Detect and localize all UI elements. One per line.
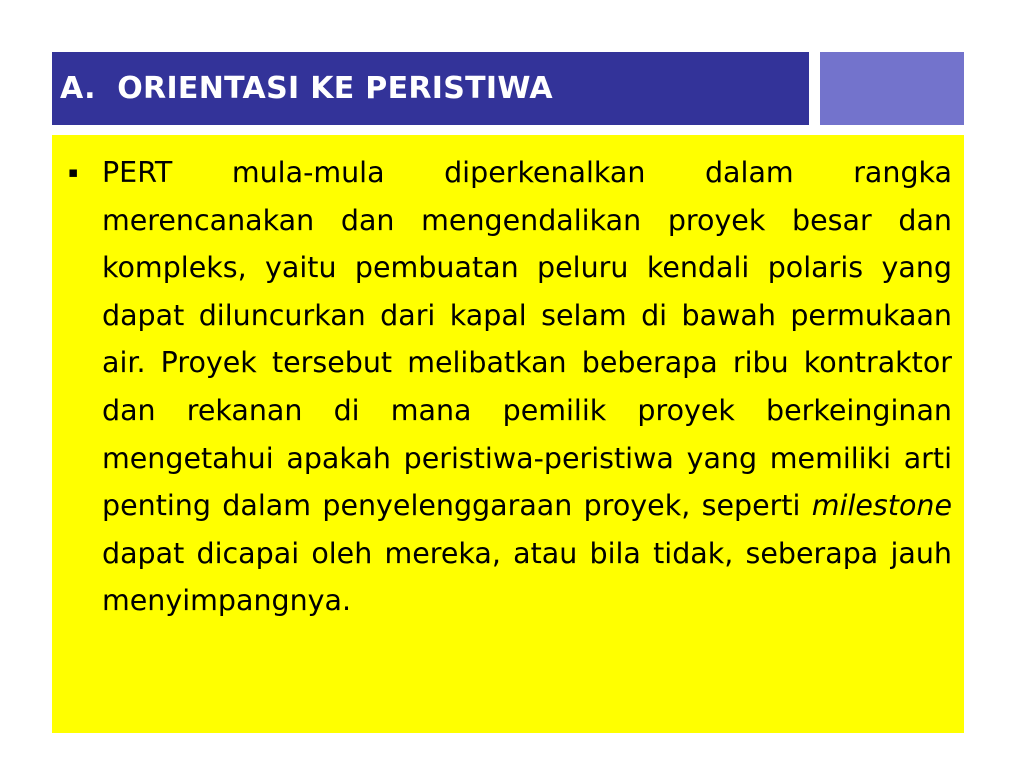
bullet-text-part-2: dapat dicapai oleh mereka, atau bila tidak, seberapa jauh menyimpangnya.: [102, 536, 952, 618]
bullet-text-part-1: PERT mula-mula diperkenalkan dalam rangka merencanakan dan mengendalikan proyek besar dan kompleks, yaitu pembuatan peluru kendali polaris yang dapat diluncurkan dari kapal selam di bawah permukaan air. Proyek tersebut melibatkan beberapa ribu kontraktor dan rekanan di mana pemilik proyek berkeinginan mengetahui apakah peristiwa-peristiwa yang memiliki arti penting dalam penyelenggaraan proyek, seperti: [102, 156, 952, 523]
bullet-item: [68, 149, 952, 625]
content-box: [52, 135, 964, 733]
title-accent-box: [820, 52, 964, 125]
bullet-emphasis: milestone: [811, 489, 952, 523]
bullet-paragraph: [102, 149, 952, 625]
slide-title: A. ORIENTASI KE PERISTIWA: [60, 71, 553, 106]
square-bullet-icon: ▪: [68, 163, 79, 181]
title-bar: [52, 52, 809, 125]
